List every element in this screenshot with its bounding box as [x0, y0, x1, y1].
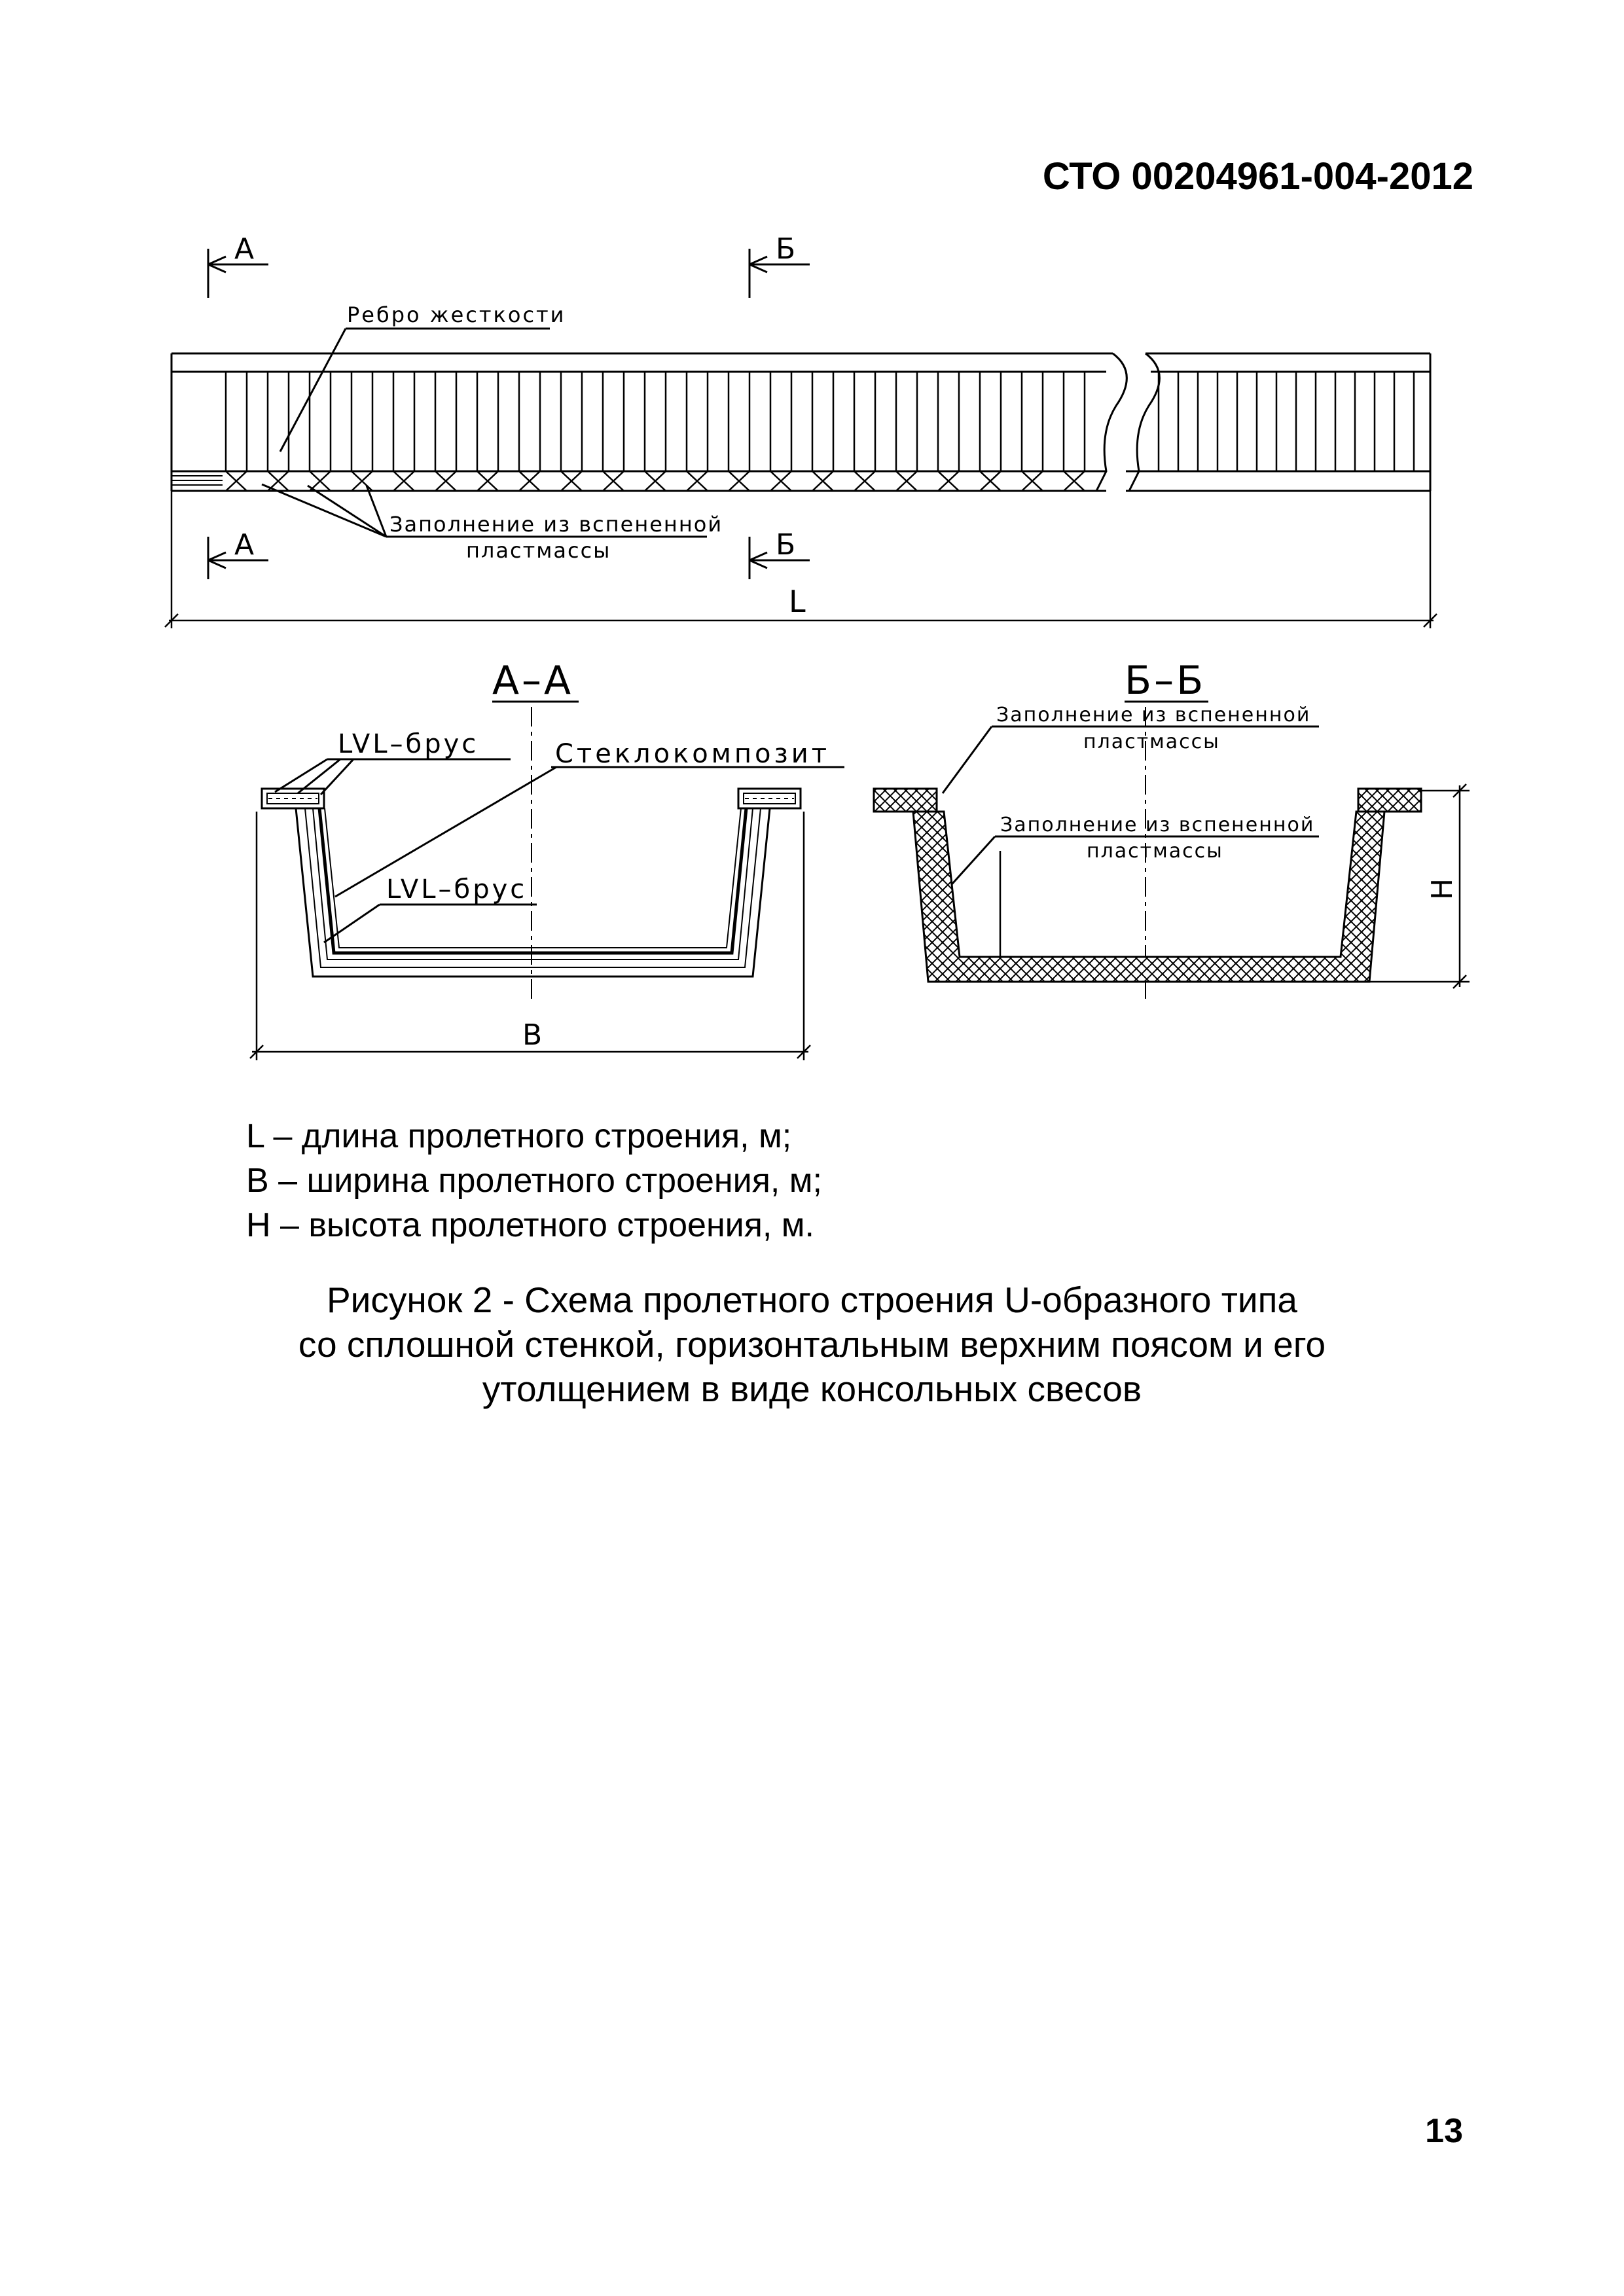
legend-width: B – ширина пролетного строения, м; — [246, 1162, 822, 1200]
section-a-mark-bottom — [208, 528, 268, 579]
foam-fill-crosses — [226, 471, 1085, 491]
dimension-legend — [246, 1114, 822, 1247]
fill-label-b1-line1: Заполнение из вспененной — [996, 704, 1311, 726]
document-code: СТО 00204961-004-2012 — [1042, 155, 1473, 198]
lvl-label-inner: LVL–брус — [386, 874, 528, 905]
rib-label: Ребро жесткости — [347, 302, 566, 327]
width-dim-label: B — [522, 1018, 543, 1052]
fill-label-b2-line2: пластмассы — [1087, 840, 1223, 863]
section-b-mark-top — [749, 232, 810, 298]
caption-line-3: утолщением в виде консольных свесов — [482, 1369, 1142, 1409]
fill-label-line1: Заполнение из вспененной — [389, 512, 723, 537]
caption-line-2: со сплошной стенкой, горизонтальным верхним поясом и его — [298, 1324, 1326, 1365]
span-structure-drawing — [0, 0, 1624, 1080]
section-a-mark-top — [208, 232, 268, 298]
view-b-title: Б–Б — [1125, 658, 1206, 704]
elevation-view — [165, 232, 1437, 628]
section-b-letter-top: Б — [776, 232, 796, 266]
fill-label-b1-line2: пластмассы — [1083, 730, 1220, 753]
length-dim-label: L — [789, 584, 806, 619]
stiffener-ribs-left — [226, 372, 1085, 471]
view-a-title: А–А — [492, 658, 574, 704]
section-b-b-view — [874, 658, 1470, 1001]
section-b-letter-bottom: Б — [776, 528, 796, 562]
legend-height: H – высота пролетного строения, м. — [246, 1206, 814, 1244]
section-a-letter-bottom: А — [234, 528, 255, 562]
page-number: 13 — [1425, 2112, 1463, 2150]
fill-label-line2: пластмассы — [466, 538, 611, 563]
section-a-letter-top: А — [234, 232, 255, 266]
glass-label: Стеклокомпозит — [555, 739, 831, 769]
lvl-label-top: LVL–брус — [338, 729, 479, 759]
stiffener-ribs-right — [1159, 372, 1414, 471]
height-dim-label: H — [1426, 878, 1459, 900]
section-b-mark-bottom — [749, 528, 810, 579]
fill-label-b2-line1: Заполнение из вспененной — [1000, 814, 1315, 836]
caption-line-1: Рисунок 2 - Схема пролетного строения U-образного типа — [326, 1280, 1297, 1320]
section-a-a-view — [250, 658, 844, 1060]
legend-length: L – длина пролетного строения, м; — [246, 1117, 792, 1155]
figure-caption — [0, 1278, 1624, 1411]
